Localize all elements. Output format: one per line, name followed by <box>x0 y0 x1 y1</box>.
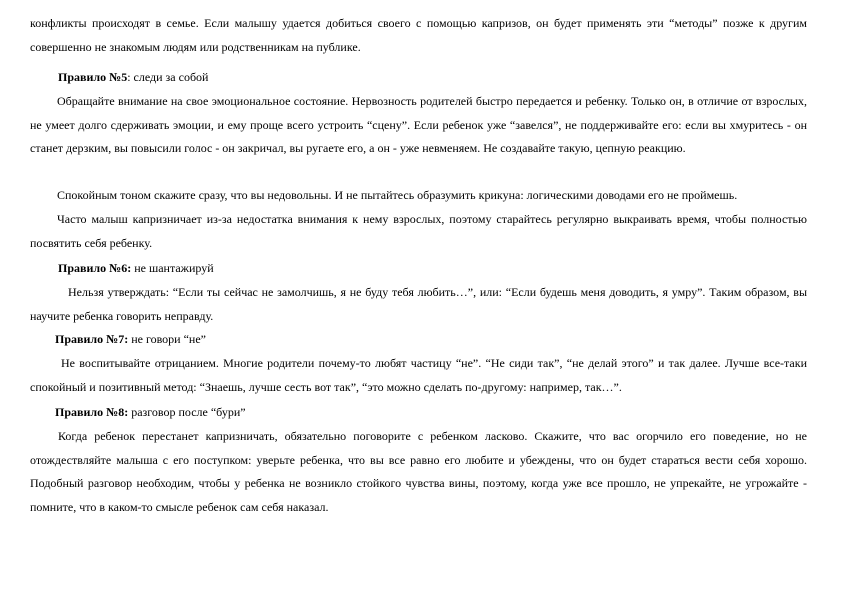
rule-6-title: не шантажируй <box>131 261 214 275</box>
rule-7-title: не говори “не” <box>128 332 206 346</box>
rule-5-heading <box>58 69 208 85</box>
paragraph-rule-5-b: Спокойным тоном скажите сразу, что вы недовольны. И не пытайтесь образумить крикуна: логическими доводами его не проймешь. <box>57 188 738 202</box>
paragraph-rule-7: Не воспитывайте отрицанием. Многие родители почему-то любят частицу “не”. “Не сиди так”, “не делай этого” и так далее. Лучше все-таки спокойный и позитивный метод: “Знаешь, лучше сесть вот так”, “это можно сделать по-другому: например, так…”. <box>30 356 807 394</box>
rule-5-label: Правило №5 <box>58 70 128 84</box>
paragraph-rule-5-a: Обращайте внимание на свое эмоциональное состояние. Нервозность родителей быстро передается и ребенку. Только он, в отличие от взрослых, не умеет долго сдерживать эмоции, и ему проще всего устроить “сцену”. Если ребенок уже “завелся”, не поддерживайте его: если вы хмуритесь - он станет дерзким, вы повысили голос - он закричал, вы ругаете его, а он - уже невменяем. Не создавайте такую, цепную реакцию. <box>30 94 807 156</box>
rule-8-label: Правило №8: <box>55 405 129 419</box>
paragraph-intro: конфликты происходят в семье. Если малышу удается добиться своего с помощью капризов, он будет применять эти “методы” позже к другим совершенно не знакомым людям или родственникам на публике. <box>30 16 807 54</box>
paragraph-rule-6: Нельзя утверждать: “Если ты сейчас не замолчишь, я не буду тебя любить…”, или: “Если будешь меня доводить, я умру”. Таким образом, вы научите ребенка говорить неправду. <box>30 285 807 323</box>
rule-8-title: разговор после “бури” <box>128 405 246 419</box>
rule-5-title: : следи за собой <box>127 70 209 84</box>
paragraph-rule-5-c: Часто малыш капризничает из-за недостатка внимания к нему взрослых, поэтому старайтесь регулярно выкраивать время, чтобы полностью посвятить себя ребенку. <box>30 212 807 250</box>
paragraph-rule-8: Когда ребенок перестанет капризничать, обязательно поговорите с ребенком ласково. Скажите, что вас огорчило его поведение, но не отождествляйте малыша с его поступком: уверьте ребенка, что вы все равно его любите и убеждены, что он будет стараться вести себя хорошо. Подобный разговор необходим, чтобы у ребенка не возникло стойкого чувства вины, поэтому, когда уже все прошло, не упрекайте, не угрожайте - помните, что в каком-то смысле ребенок сам себя наказал. <box>30 429 807 515</box>
rule-6-heading <box>58 260 214 276</box>
rule-8-heading <box>55 404 246 420</box>
rule-7-heading <box>55 331 206 347</box>
rule-6-label: Правило №6: <box>58 261 132 275</box>
rule-7-label: Правило №7: <box>55 332 129 346</box>
